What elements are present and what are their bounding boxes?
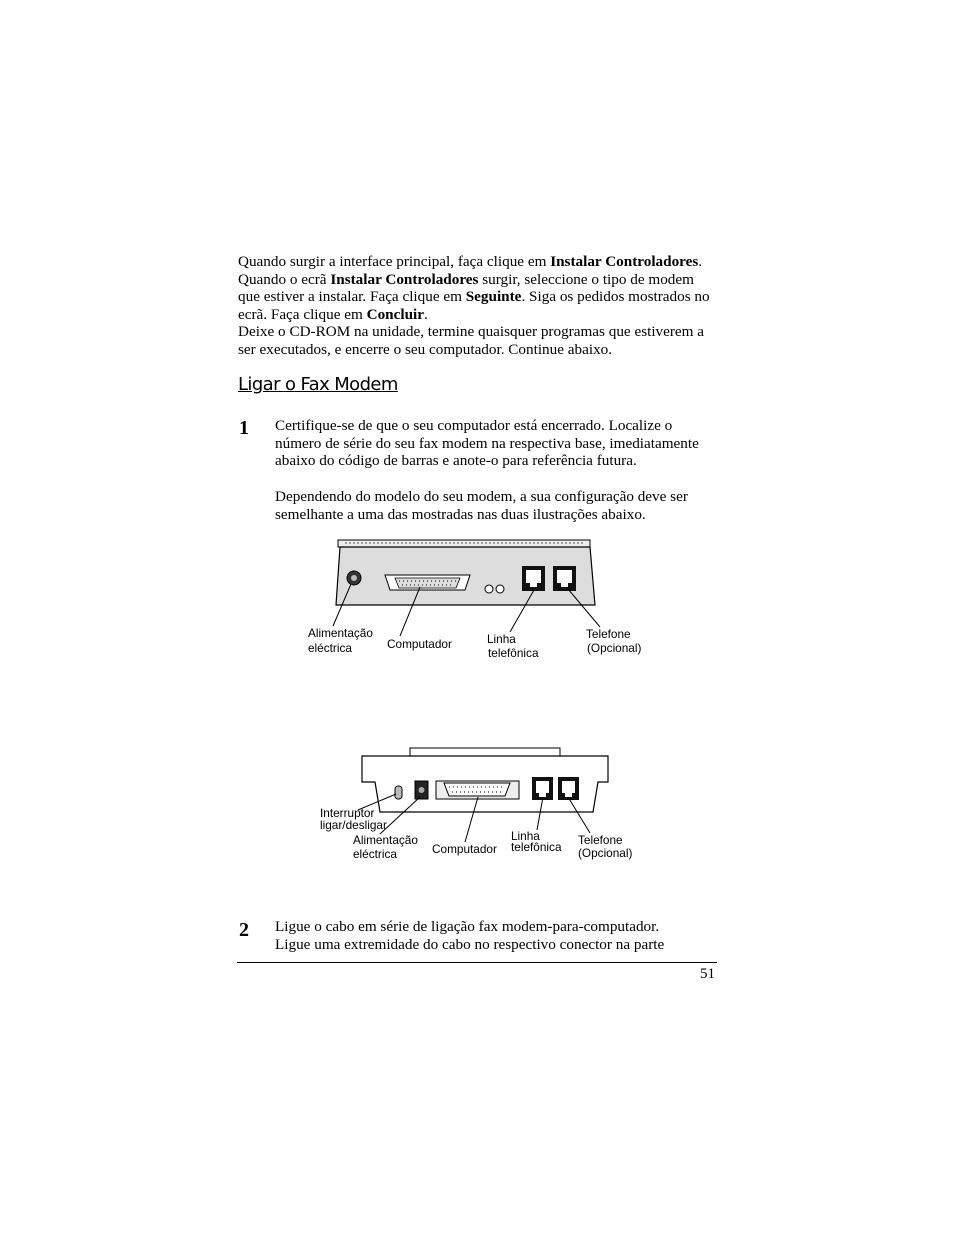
label-telephone: (Opcional): [578, 846, 633, 860]
section-heading: Ligar o Fax Modem: [238, 374, 398, 395]
step-2-number: 2: [239, 919, 249, 941]
label-telephone: Telefone: [578, 833, 623, 847]
label-telephone: (Opcional): [587, 641, 642, 655]
label-phone-line: Linha: [487, 632, 516, 646]
label-phone-line: Linha: [511, 829, 540, 843]
intro-text: . Quando o ecrã: [238, 253, 703, 288]
footer-rule: [237, 962, 717, 963]
step-2-text: [275, 918, 715, 953]
serial-port-icon: [436, 781, 519, 799]
label-phone-line: telefônica: [511, 840, 562, 854]
label-power: Alimentação: [353, 833, 418, 847]
telephone-jack-icon: [558, 777, 579, 800]
intro-text: . Siga os pedidos mostrados no ecrã. Faça clique em: [238, 288, 710, 323]
label-computer: Computador: [387, 637, 452, 651]
label-power-switch: Interruptor: [320, 806, 375, 820]
label-power-switch: ligar/desligar: [320, 818, 387, 832]
label-telephone: Telefone: [586, 627, 631, 641]
install-drivers-term: Instalar Controladores: [330, 270, 479, 288]
intro-paragraph-cdrom: Deixe o CD-ROM na unidade, termine quaisquer programas que estiverem a ser executados, e encerre o seu computador. Continue abaixo.: [238, 323, 705, 358]
step-2-line: Ligue uma extremidade do cabo no respectivo conector na parte: [275, 935, 665, 953]
step-1-text: Certifique-se de que o seu computador está encerrado. Localize o número de série do seu fax modem na respectiva base, imediatamente abaixo do código de barras e anote-o para referência futura.: [275, 417, 699, 470]
intro-text: Quando surgir a interface principal, faça clique em: [238, 253, 551, 270]
power-jack-icon: [415, 781, 428, 799]
step-1-number: 1: [239, 417, 249, 439]
label-power: Alimentação: [308, 626, 373, 640]
label-power: eléctrica: [353, 847, 397, 861]
step-1-text-config: Dependendo do modelo do seu modem, a sua configuração deve ser semelhante a uma das mostradas nas duas ilustrações abaixo.: [275, 488, 688, 523]
label-phone-line: telefônica: [488, 646, 539, 660]
intro-text: surgir, seleccione o tipo de modem que estiver a instalar. Faça clique em: [238, 270, 694, 306]
label-power: eléctrica: [308, 641, 352, 655]
step-2-line: Ligue o cabo em série de ligação fax modem-para-computador.: [275, 918, 660, 935]
page-number: 51: [700, 966, 715, 982]
label-computer: Computador: [432, 842, 497, 856]
power-switch-icon: [395, 786, 402, 799]
next-term: Seguinte: [465, 288, 522, 306]
finish-term: Concluir: [366, 305, 424, 323]
install-drivers-term: Instalar Controladores: [550, 253, 699, 270]
intro-text: .: [424, 305, 428, 323]
phone-line-jack-icon: [532, 777, 553, 800]
